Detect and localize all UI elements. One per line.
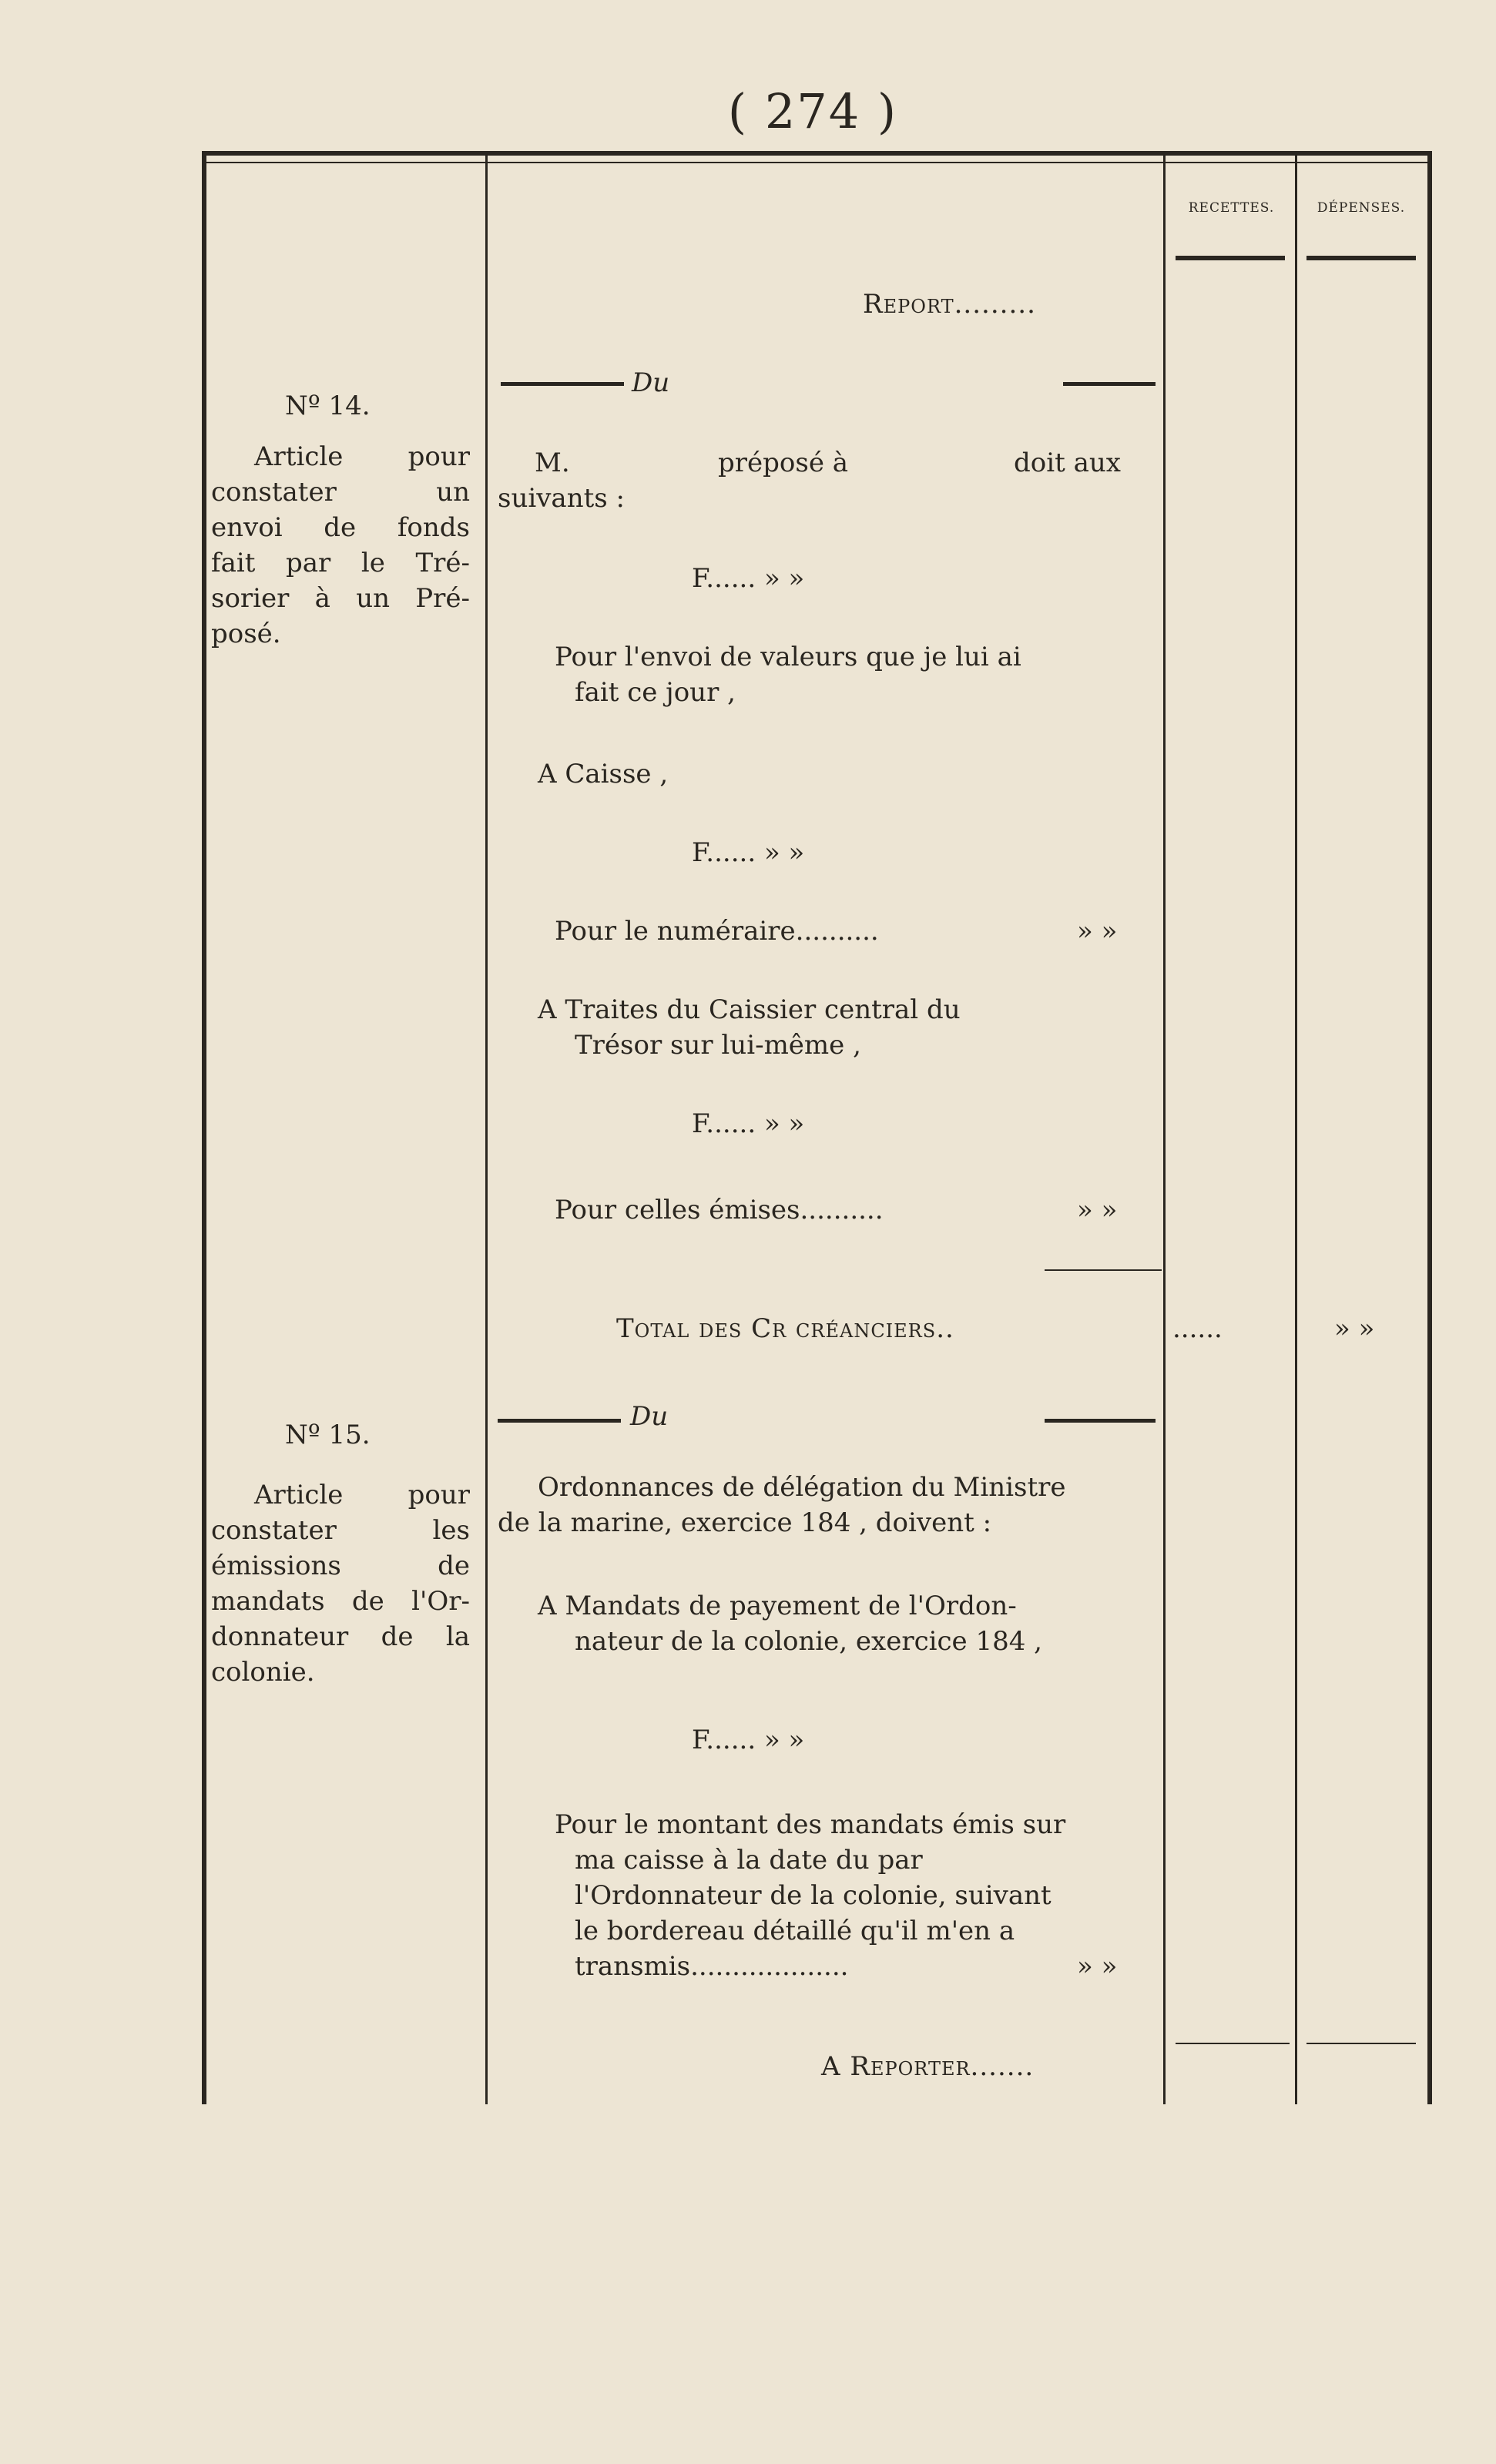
total-marks: » »: [1334, 1313, 1375, 1344]
entry14-f-line: F...... » »: [692, 1108, 805, 1139]
celles-marks: » »: [1077, 1195, 1118, 1225]
total-creditors: Total des Cr créanciers..: [616, 1313, 954, 1344]
entry15-desc: ma caisse à la date du par: [575, 1845, 923, 1876]
debtor-name-label: M.: [535, 448, 570, 478]
receipts-carry-rule: [1176, 2043, 1290, 2044]
entry14-margin-line: fait par le Tré-: [211, 548, 470, 578]
entry15-desc: l'Ordonnateur de la colonie, suivant: [575, 1880, 1052, 1911]
entry15-margin-line: mandats de l'Or-: [211, 1586, 470, 1617]
entry14-f-line: F...... » »: [692, 837, 805, 868]
subtotal-rule: [1045, 1269, 1162, 1271]
entry15-desc: transmis...................: [575, 1951, 849, 1982]
report-line: Report.........: [863, 289, 1036, 320]
receipts-header-rule: [1176, 256, 1285, 260]
mandats-account: A Mandats de payement de l'Ordon-: [538, 1591, 1017, 1621]
expenses-header-rule: [1306, 256, 1416, 260]
expenses-carry-rule: [1306, 2043, 1416, 2044]
ordonnances-line: Ordonnances de délégation du Ministre: [538, 1472, 1066, 1503]
mandats-account: nateur de la colonie, exercice 184 ,: [575, 1626, 1042, 1657]
entry14-du: Du: [632, 367, 670, 398]
page-number: ( 274 ): [727, 83, 898, 139]
entry15-desc: le bordereau détaillé qu'il m'en a: [575, 1916, 1015, 1946]
receipts-header: RECETTES.: [1188, 200, 1275, 216]
du-rule-right: [1045, 1419, 1156, 1423]
entry15-margin-line: colonie.: [211, 1657, 315, 1688]
receipts-column-rule: [1163, 156, 1166, 2104]
entry14-margin-line: sorier à un Pré-: [211, 583, 470, 614]
entry14-desc: fait ce jour ,: [575, 677, 736, 708]
entry15-margin-line: donnateur de la: [211, 1621, 470, 1652]
entry14-margin-line: envoi de fonds: [211, 512, 470, 543]
total-dots: ......: [1172, 1313, 1223, 1344]
numeraire-marks: » »: [1077, 916, 1118, 947]
entry15-marks: » »: [1077, 1951, 1118, 1982]
entry15-number: Nº 15.: [285, 1420, 371, 1450]
entry15-margin-line: constater les: [211, 1515, 470, 1546]
du-rule-left: [498, 1419, 621, 1423]
debtor-owes: doit aux: [1014, 448, 1121, 478]
entry14-margin-line: Article pour: [254, 441, 470, 472]
entry15-desc: Pour le montant des mandats émis sur: [555, 1809, 1066, 1840]
debtor-role: préposé à: [718, 448, 849, 478]
entry14-margin-line: posé.: [211, 619, 281, 649]
margin-column-rule: [485, 156, 488, 2104]
traites-account: A Traites du Caissier central du: [538, 994, 961, 1025]
entry15-margin-line: émissions de: [211, 1550, 470, 1581]
caisse-account: A Caisse ,: [538, 759, 669, 789]
ordonnances-line: de la marine, exercice 184 , doivent :: [498, 1507, 992, 1538]
du-rule-left: [501, 382, 624, 386]
entry14-margin-line: constater un: [211, 477, 470, 508]
entry15-margin-line: Article pour: [254, 1480, 470, 1510]
entry14-f-line: F...... » »: [692, 563, 805, 594]
carry-forward: A Reporter.......: [821, 2051, 1035, 2082]
expenses-column-rule: [1295, 156, 1297, 2104]
celles-line: Pour celles émises..........: [555, 1195, 884, 1225]
numeraire-line: Pour le numéraire..........: [555, 916, 879, 947]
entry15-du: Du: [630, 1401, 669, 1432]
du-rule-right: [1063, 382, 1156, 386]
traites-account: Trésor sur lui-même ,: [575, 1030, 861, 1061]
expenses-header: DÉPENSES.: [1317, 200, 1406, 216]
debtor-line-2: suivants :: [498, 483, 625, 514]
entry15-f-line: F...... » »: [692, 1725, 805, 1755]
entry14-number: Nº 14.: [285, 391, 371, 421]
entry14-desc: Pour l'envoi de valeurs que je lui ai: [555, 642, 1021, 672]
